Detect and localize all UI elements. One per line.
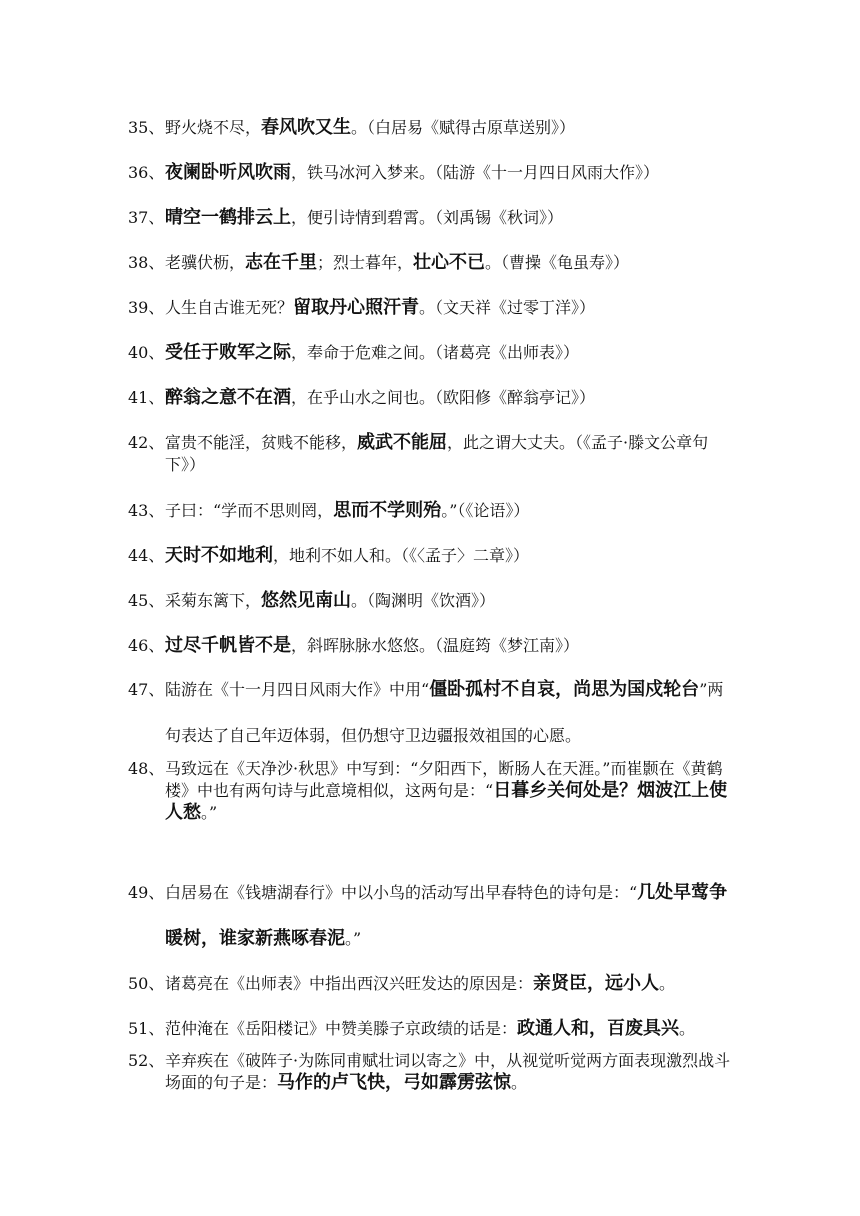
item-text: 夜阑卧听风吹雨，铁马冰河入梦来。（陆游《十一月四日风雨大作》） xyxy=(165,162,660,183)
poem-item xyxy=(128,973,734,995)
item-number: 48、 xyxy=(128,759,165,778)
item-text: 白居易在《钱塘湖春行》中以小鸟的活动写出早春特色的诗句是：“几处早莺争暖树，谁家新燕啄春泥。” xyxy=(165,882,728,949)
poem-item xyxy=(128,545,734,567)
item-text: 晴空一鹤排云上，便引诗情到碧霄。（刘禹锡《秋词》） xyxy=(165,207,564,228)
item-number: 41、 xyxy=(128,388,165,407)
poem-item xyxy=(128,342,734,364)
item-text: 受任于败军之际，奉命于危难之间。（诸葛亮《出师表》） xyxy=(165,342,580,363)
poem-item xyxy=(128,117,734,139)
poem-item xyxy=(128,1050,734,1094)
item-number: 45、 xyxy=(128,591,165,610)
item-number: 35、 xyxy=(128,118,165,137)
item-text: 醉翁之意不在酒，在乎山水之间也。（欧阳修《醉翁亭记》） xyxy=(165,387,596,408)
item-text: 子曰：“学而不思则罔，思而不学则殆。”（《论语》） xyxy=(165,500,530,521)
poem-item xyxy=(128,432,734,476)
poem-item xyxy=(128,667,734,759)
item-number: 44、 xyxy=(128,546,165,565)
item-number: 49、 xyxy=(128,883,165,902)
item-number: 51、 xyxy=(128,1019,165,1038)
item-number: 43、 xyxy=(128,501,165,520)
item-number: 47、 xyxy=(128,680,165,699)
item-number: 37、 xyxy=(128,208,165,227)
item-text: 诸葛亮在《出师表》中指出西汉兴旺发达的原因是：亲贤臣，远小人。 xyxy=(165,973,676,994)
poem-item xyxy=(128,500,734,522)
poem-item xyxy=(128,252,734,274)
item-number: 42、 xyxy=(128,433,165,452)
poem-item xyxy=(128,387,734,409)
item-text: 过尽千帆皆不是，斜晖脉脉水悠悠。（温庭筠《梦江南》） xyxy=(165,635,580,656)
poem-item xyxy=(128,162,734,184)
poem-item xyxy=(128,1018,734,1040)
item-text: 陆游在《十一月四日风雨大作》中用“僵卧孤村不自哀，尚思为国戍轮台”两句表达了自己年迈体弱，但仍想守卫边疆报效祖国的心愿。 xyxy=(165,679,724,745)
item-text: 范仲淹在《岳阳楼记》中赞美滕子京政绩的话是：政通人和，百废具兴。 xyxy=(165,1018,696,1039)
item-number: 40、 xyxy=(128,343,165,362)
item-text: 野火烧不尽，春风吹又生。（白居易《赋得古原草送别》） xyxy=(165,117,576,138)
poem-item xyxy=(128,635,734,657)
item-text: 富贵不能淫，贫贱不能移，威武不能屈，此之谓大丈夫。（《孟子·滕文公章句下》） xyxy=(165,432,709,474)
poem-item xyxy=(128,297,734,319)
item-text: 辛弃疾在《破阵子·为陈同甫赋壮词以寄之》中，从视觉听觉两方面表现激烈战斗场面的句子是：马作的卢飞快，弓如霹雳弦惊。 xyxy=(165,1051,731,1093)
item-text: 天时不如地利，地利不如人和。（《〈孟子〉二章》） xyxy=(165,545,530,566)
item-number: 38、 xyxy=(128,253,165,272)
poem-item xyxy=(128,207,734,229)
poem-item xyxy=(128,870,734,962)
item-text: 马致远在《天净沙·秋思》中写到：“夕阳西下，断肠人在天涯。”而崔颢在《黄鹤楼》中也有两句诗与此意境相似，这两句是：“日暮乡关何处是？烟波江上使人愁。” xyxy=(165,759,728,823)
item-text: 采菊东篱下，悠然见南山。（陶渊明《饮酒》） xyxy=(165,590,496,611)
item-text: 老骥伏枥，志在千里；烈士暮年，壮心不已。（曹操《龟虽寿》） xyxy=(165,252,630,273)
item-number: 50、 xyxy=(128,974,165,993)
item-number: 39、 xyxy=(128,298,165,317)
poem-item xyxy=(128,590,734,612)
item-text: 人生自古谁无死？留取丹心照汗青。（文天祥《过零丁洋》） xyxy=(165,297,596,318)
item-number: 36、 xyxy=(128,163,165,182)
poem-item xyxy=(128,758,734,824)
item-number: 46、 xyxy=(128,636,165,655)
item-number: 52、 xyxy=(128,1051,165,1070)
